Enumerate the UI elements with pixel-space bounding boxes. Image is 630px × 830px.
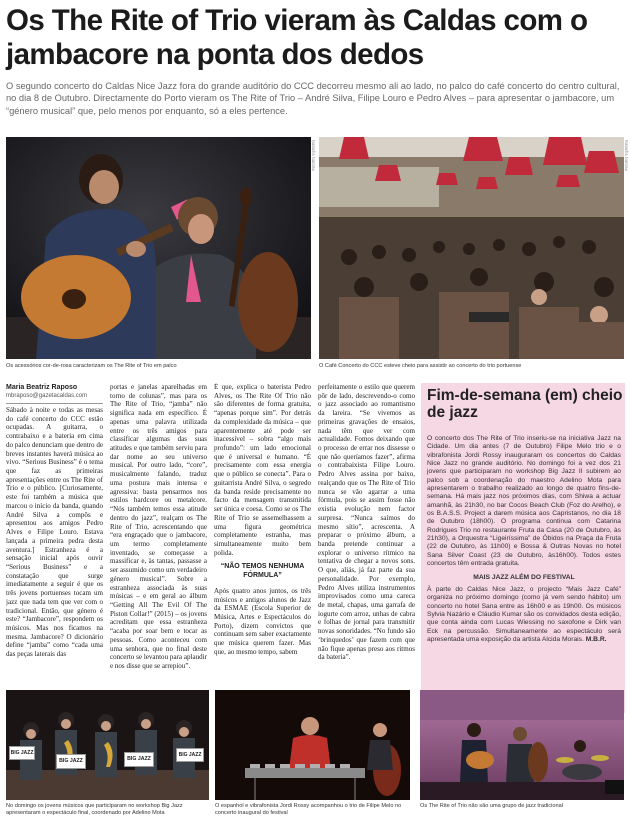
article-text-col2: portas e janelas aparelhadas em torno de colunas”, mas para os The Rite of Trio, “jamba” não significa nada em específico. É apenas uma palavra utilizada entre os três amigos para classificar algumas das suas atitudes e que também serviu para dar nome ao seu universo musical. Por outro lado, “core”, musicalmente falando, traduz uma postura mais intensa e agressiva: basta pensarmos nos estilos hardcore ou metalcore. “Nós também temos essa atitude dentro do jazz”, realçam os The Rite of Trio, acrescentando que “era engraçado que o jambacore, um termo completamente inventado, se começasse a massificar e, às tantas, passasse a ser assumido como um verdadeiro género musical”. Sobre a estranheza associada às suas músicas – e em geral ao álbum “Getting All The Evil Of The Piston Collar!” (2015) – os jovens acreditam que essa estranheza “acaba por soar bem e tocar as pessoas. Como aconteceu com uma senhora, que no final deste concerto se levantou para aplaudir e nos disse que se arrepiou”. (110, 383, 207, 670)
sidebar-box (421, 383, 625, 713)
photo-trio-on-stage (6, 137, 311, 359)
music-stand-sign-3: BIG JAZZ (124, 752, 154, 767)
caption-bottom-middle: O espanhol e vibrafonista Jordi Rossy acompanhou o trio de Filipe Melo no concerto inaugural do festival (215, 803, 402, 816)
article-text-col4: perfeitamente o estilo que querem pôr de lado, descrevendo-o como o jazz associado ao romantismo da lareira. “Se vivemos as primeiras gravações de ensaios, nada têm que ver com actualidade. Fomos deixando que o processo de errar nos dissesse o que não queríamos fazer”, afirma o contrabaixista Filipe Louro. Pedro Alves assina por baixo, realçando que os The Rite of Trio nunca se vão agarrar a uma fórmula, pois se assim fosse não existia evolução nem factor surpresa. “Nunca saímos do mesmo sítio”, acrescenta. A preparar o próximo álbum, a banda pretende continuar a explorar o universo rítmico na tentativa de chegar a novos sons. O que, aliás, já faz parte da sua personalidade. Por exemplo, Pedro Alves utiliza instrumentos improvisados como uma careca de metal, chapas, uma garrafa de iogurte com arroz, unhas de cabra e folhas de jornal para transmitir novas sonoridades. “No fundo são ‘brinquedos’ que fazem com que não fique apenas preso aos ritmos da bateria”. (318, 383, 415, 662)
music-stand-sign-1: BIG JAZZ (9, 746, 35, 760)
article-text-col3a: É que, explica o baterista Pedro Alves, os The Rite Of Trio não são diferentes de forma gratuita, “apenas porque sim”. Por detrás da complexidade da música – que aparentemente até pode ser inacessível – sobra “algo mais profundo”: um lado emocional que é universal e humano. “É precisamente com essa energia que o público se conecta”. Para o guitarrista André Silva, o segredo da banda reside precisamente no facto da mensagem transmitida ser única e coesa. Como se os The Rite of Trio se assemelhassem a uma figura geométrica completamente estranha, mas simultaneamente muito bem polida. (214, 383, 311, 557)
article-text-col3b: Após quatro anos juntos, os três músicos e antigos alunos de Jazz da ESMAE (Escola Superior de Música, Artes e Espectáculos do Porto), dizem convictos que continuam sem saber exactamente que música querem fazer. Mas que, ao mesmo tempo, sabem (214, 586, 311, 656)
author-email: mbraposo@gazetacaldas.com (6, 392, 103, 404)
sidebar-title: Fim-de-semana (em) cheio de jazz (427, 387, 623, 421)
photo-big-jazz-workshop (6, 690, 209, 800)
article-column-1 (6, 383, 103, 683)
article-subhead: “NÃO TEMOS NENHUMA FÓRMULA” (220, 563, 305, 580)
lead-paragraph: O segundo concerto do Caldas Nice Jazz fora do grande auditório do CCC decorreu mesmo ali ao lado, no palco do café concerto do centro cultural, no dia 8 de Outubro. Directamente do Porto vieram os The Rite of Trio – André Silva, Filipe Louro e Pedro Alves – para apresentar o jambacore, um “género musical” que, pelo menos por enquanto, só a eles pertence. (6, 81, 620, 116)
caption-bottom-left: No domingo os jovens músicos que participaram no workshop Big Jazz apresentaram o espectáculo final, coordenado por Adelino Mota (6, 803, 183, 816)
sidebar-paragraph-1: O concerto dos The Rite of Trio inseriu-se na iniciativa Jazz na Cidade. Um dia antes (7 de Outubro) Filipe Melo trio e o vibrafonista Jordi Rossy inauguraram os concertos do Caldas Nice Jazz no grande auditório. No domingo foi a vez dos 21 jovens que participaram no workshop Big Jazz II subirem ao palco sob a coordenação do maestro Adelino Mota para apresentarem o trabalho realizado ao longo de quatro fins-de-semana. Há mais jazz nos próximos dias, com Shiwa a actuar amanhã, às 21h30, no bar Cocos Beach Club (Foz do Arelho), e os B.A.S.S. Project a darem música aos Capristanos, no dia 18 de Outubro (18h00). O programa continua com Catarina Rodrigues Trio no restaurante Fruta da Casa (20 de Outubro, às 21h30), a Orquestra “Ligeiríssima” de Óbidos na Praça da Fruta (22 de Outubro, às 11h00) e Bossa & Outras Novas no hotel Sana Silver Coast (23 de Outubro, às16h00). Todos estes concertos têm entrada gratuita. (427, 435, 621, 568)
music-stand-sign-2: BIG JAZZ (56, 754, 86, 769)
sidebar-body (427, 435, 621, 644)
photo-credit-2: Natacha Narciso (624, 140, 629, 171)
caption-top-left: Os acessórios cor-de-rosa caracterizam os The Rite of Trio em palco (6, 363, 177, 369)
article-text-col1: Sábado à noite e todas as mesas do café concerto do CCC estão ocupadas. A guitarra, o contrabaixo e a bateria em cima do palco denunciam que dentro de breves instantes haverá música ao vivo. “Serious Business” é o tema que faz as primeiras apresentações entre os The Rite of Trio e o público. [Curiosamente, este foi também a música que marcou o início da banda, quando André Silva a compôs e apresentou aos amigos Pedro Alves e Filipe Louro. Estava lançada a primeira pedra desta aventura.] Estranheza é a sensação inicial após ouvir “Serious Business” e a constatação que surge imediatamente a seguir é que os três jovens portuenses tocam um jazz que nada tem que ver com o tradicional. Então, que género é este? “Jambacore”, respondem os músicos. Mas nos ficamos na mesma. Jambacore? O dicionário define “jamba” como “cada uma das peças laterais das (6, 406, 103, 659)
photo-jordi-rossy-vibraphone (215, 690, 410, 800)
sidebar-subhead: MAIS JAZZ ALÉM DO FESTIVAL (473, 573, 575, 581)
photo-credit: Natacha Narciso (311, 140, 316, 171)
caption-top-right: O Café Concerto do CCC esteve cheio para assistir ao concerto do trio portuense (319, 363, 522, 369)
headline: Os The Rite of Trio vieram às Caldas com o jambacore na ponta dos dedos (6, 4, 588, 71)
article-column-4 (318, 383, 415, 683)
sidebar-paragraph-2-text: À parte do Caldas Nice Jazz, o projecto “Mais Jazz Café” organiza no próximo domingo (como já vem sendo hábito) um concerto no hotel Sana entre as 16h00 e as 19h00. Os músicos Sylvia Nazário e Cláudio Kumar são os convidados desta edição, que conta ainda com Lucas Wiessing no saxofone e Dirk van Eck na percussão. Simultaneamente ao espectáculo será apresentada uma exposição da artista Alcida Morais. (427, 585, 621, 643)
article-column-2 (110, 383, 207, 683)
photo-trio-stage-purple (420, 690, 624, 800)
music-stand-sign-4: BIG JAZZ (176, 748, 204, 762)
sidebar-signature: M.B.R. (585, 635, 607, 643)
article-column-3 (214, 383, 311, 683)
sidebar-paragraph-2 (427, 586, 621, 644)
photo-cafe-audience (319, 137, 624, 359)
caption-bottom-right: Os The Rite of Trio não são uma grupo de jazz tradicional (420, 803, 563, 809)
author-name: Maria Beatriz Raposo (6, 384, 78, 391)
